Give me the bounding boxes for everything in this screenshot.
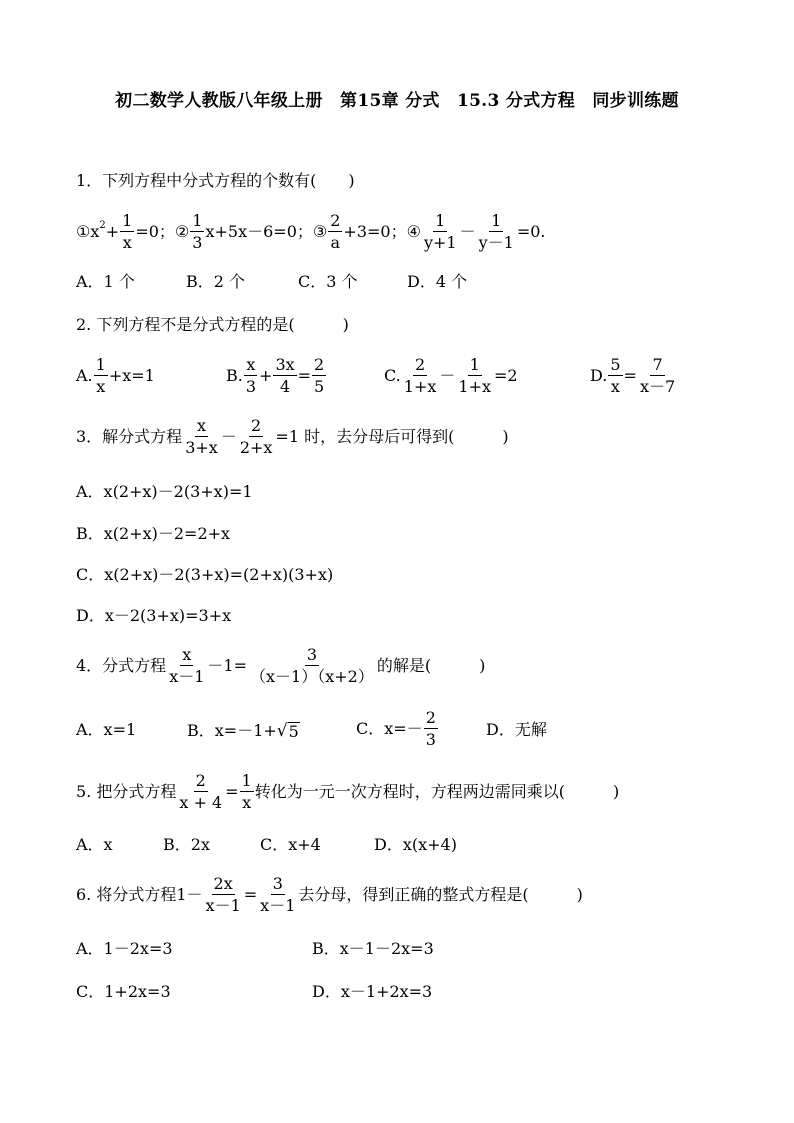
q6-option-d[interactable]: D．x－1+2x=3 xyxy=(312,982,433,1001)
sqrt xyxy=(277,722,300,740)
denominator: x xyxy=(242,793,252,812)
numerator: 5 xyxy=(610,355,621,374)
numerator: 1 xyxy=(95,355,106,374)
fraction xyxy=(422,213,459,251)
page-title: 初二数学人教版八年级上册 第15章 分式 15.3 分式方程 同步训练题 xyxy=(115,91,679,111)
fraction xyxy=(240,773,254,811)
fraction xyxy=(477,213,516,251)
q5-option-c[interactable]: C．x+4 xyxy=(260,835,321,854)
radicand: 5 xyxy=(288,722,299,741)
stem-text: 6. 将分式方程1－ xyxy=(76,885,203,904)
q1-option-c[interactable]: C．3 个 xyxy=(298,272,358,291)
eq-text: = xyxy=(225,782,239,801)
eq-marker-2: ② xyxy=(174,222,190,241)
fraction xyxy=(328,213,342,251)
denominator: 3 xyxy=(425,730,436,749)
q2-option-b[interactable] xyxy=(226,357,327,395)
denominator: y－1 xyxy=(478,233,514,252)
eq-marker-3: ③ xyxy=(312,222,328,241)
q4-option-c[interactable] xyxy=(356,710,439,748)
stem-text: 的解是( ) xyxy=(376,656,486,675)
numerator: 3 xyxy=(272,874,283,893)
eq-text: －1= xyxy=(207,656,247,675)
eq-text: = xyxy=(297,366,312,385)
option-label: C. xyxy=(384,366,401,385)
stem-text: 3．解分式方程 xyxy=(76,427,183,446)
q4-option-b[interactable] xyxy=(187,722,300,740)
fraction xyxy=(312,357,326,395)
option-label: D. xyxy=(590,366,608,385)
numerator: 1 xyxy=(241,771,252,790)
q1-option-b[interactable]: B．2 个 xyxy=(186,272,246,291)
eq-text: x xyxy=(90,222,100,241)
denominator: x xyxy=(610,377,620,396)
stem-text: 5. 把分式方程 xyxy=(76,782,177,801)
numerator: x xyxy=(246,355,256,374)
denominator: 5 xyxy=(314,377,325,396)
fraction xyxy=(273,357,296,395)
denominator: 3 xyxy=(192,233,203,252)
denominator: x xyxy=(122,233,132,252)
denominator: x + 4 xyxy=(179,793,223,812)
option-label: A. xyxy=(76,366,93,385)
fraction xyxy=(238,418,275,456)
eq-text: = xyxy=(623,366,637,385)
eq-text: = xyxy=(243,885,258,904)
q2-option-c[interactable] xyxy=(384,357,518,395)
q2-option-d[interactable] xyxy=(590,357,678,395)
fraction xyxy=(402,357,439,395)
denominator: 1+x xyxy=(458,377,491,396)
eq-text: =0； xyxy=(135,222,175,241)
numerator: 2 xyxy=(414,355,426,374)
denominator: x－1 xyxy=(169,667,205,686)
denominator: x xyxy=(96,377,106,396)
option-label: B. xyxy=(226,366,243,385)
eq-text: － xyxy=(459,222,476,241)
fraction xyxy=(248,647,376,685)
eq-marker-1: ① xyxy=(76,222,91,241)
denominator: 2+x xyxy=(239,438,273,457)
q6-option-c[interactable]: C．1+2x=3 xyxy=(76,982,171,1001)
q1-option-a[interactable]: A．1 个 xyxy=(76,272,135,291)
q4-stem xyxy=(76,647,485,685)
q1-stem: 1．下列方程中分式方程的个数有( ) xyxy=(76,171,355,190)
eq-text: =0. xyxy=(516,222,546,241)
option-label: B．x=－1+ xyxy=(187,721,277,740)
q5-option-b[interactable]: B．2x xyxy=(163,835,210,854)
denominator: 4 xyxy=(279,377,291,396)
q6-option-a[interactable]: A．1－2x=3 xyxy=(76,939,173,958)
stem-text: 去分母，得到正确的整式方程是( ) xyxy=(298,885,583,904)
q3-option-c[interactable]: C．x(2+x)－2(3+x)=(2+x)(3+x) xyxy=(76,565,334,584)
option-label: C．x=－ xyxy=(356,719,423,738)
q6-stem xyxy=(76,876,583,914)
numerator: 1 xyxy=(122,211,133,230)
numerator: 2 xyxy=(195,771,206,790)
eq-text: + xyxy=(105,222,120,241)
numerator: x xyxy=(196,416,206,435)
denominator: x－7 xyxy=(639,377,676,396)
denominator: x－1 xyxy=(260,896,296,915)
numerator: 1 xyxy=(491,211,502,230)
denominator: （x－1）（x+2） xyxy=(250,667,374,686)
eq-text: +x=1 xyxy=(108,366,155,385)
fraction xyxy=(258,876,297,914)
q5-option-d[interactable]: D．x(x+4) xyxy=(374,835,457,854)
fraction xyxy=(190,213,204,251)
numerator: 2x xyxy=(213,874,233,893)
eq-text: =2 xyxy=(494,366,518,385)
eq-text: － xyxy=(439,366,456,385)
q4-option-d[interactable]: D．无解 xyxy=(486,720,547,739)
q5-option-a[interactable]: A．x xyxy=(76,835,113,854)
exponent: 2 xyxy=(99,220,106,231)
q5-stem xyxy=(76,773,619,811)
eq-marker-4: ④ xyxy=(406,222,421,241)
q3-option-d[interactable]: D．x－2(3+x)=3+x xyxy=(76,606,232,625)
fraction xyxy=(638,357,677,395)
eq-text: +3=0； xyxy=(343,222,407,241)
denominator: y+1 xyxy=(423,233,457,252)
denominator: 1+x xyxy=(403,377,437,396)
stem-text: =1 时，去分母后可得到( ) xyxy=(275,427,509,446)
stem-text: 转化为一元一次方程时，方程两边需同乘以( ) xyxy=(254,782,620,801)
fraction xyxy=(204,876,243,914)
q3-stem xyxy=(76,418,509,456)
fraction xyxy=(167,647,206,685)
fraction xyxy=(177,773,224,811)
eq-text: － xyxy=(220,427,237,446)
numerator: 2 xyxy=(425,708,436,727)
numerator: 3 xyxy=(306,645,317,664)
fraction xyxy=(244,357,258,395)
fraction xyxy=(94,357,108,395)
q2-stem: 2. 下列方程不是分式方程的是( ) xyxy=(76,315,349,334)
numerator: 2 xyxy=(314,355,325,374)
numerator: 1 xyxy=(192,211,203,230)
numerator: x xyxy=(182,645,192,664)
q1-equations xyxy=(76,213,545,251)
numerator: 3x xyxy=(275,355,295,374)
fraction xyxy=(120,213,134,251)
denominator: 3 xyxy=(245,377,257,396)
numerator: 2 xyxy=(330,211,341,230)
eq-text: + xyxy=(259,366,273,385)
eq-text: x+5x－6=0； xyxy=(205,222,313,241)
denominator: a xyxy=(330,233,341,252)
numerator: 1 xyxy=(435,211,446,230)
q1-option-d[interactable]: D．4 个 xyxy=(407,272,468,291)
q4-option-a[interactable]: A．x=1 xyxy=(76,720,137,739)
q3-option-b[interactable]: B．x(2+x)－2=2+x xyxy=(76,524,231,543)
fraction xyxy=(424,710,438,748)
denominator: 3+x xyxy=(185,438,218,457)
q2-option-a[interactable] xyxy=(76,357,155,395)
fraction xyxy=(456,357,493,395)
denominator: x－1 xyxy=(205,896,241,915)
radical-sign-icon: √ xyxy=(276,721,288,741)
numerator: 7 xyxy=(652,355,663,374)
numerator: 1 xyxy=(469,355,480,374)
fraction xyxy=(608,357,622,395)
q6-option-b[interactable]: B．x－1－2x=3 xyxy=(312,939,434,958)
q3-option-a[interactable]: A．x(2+x)－2(3+x)=1 xyxy=(76,482,253,501)
fraction xyxy=(183,418,220,456)
stem-text: 4．分式方程 xyxy=(76,656,167,675)
numerator: 2 xyxy=(251,416,262,435)
